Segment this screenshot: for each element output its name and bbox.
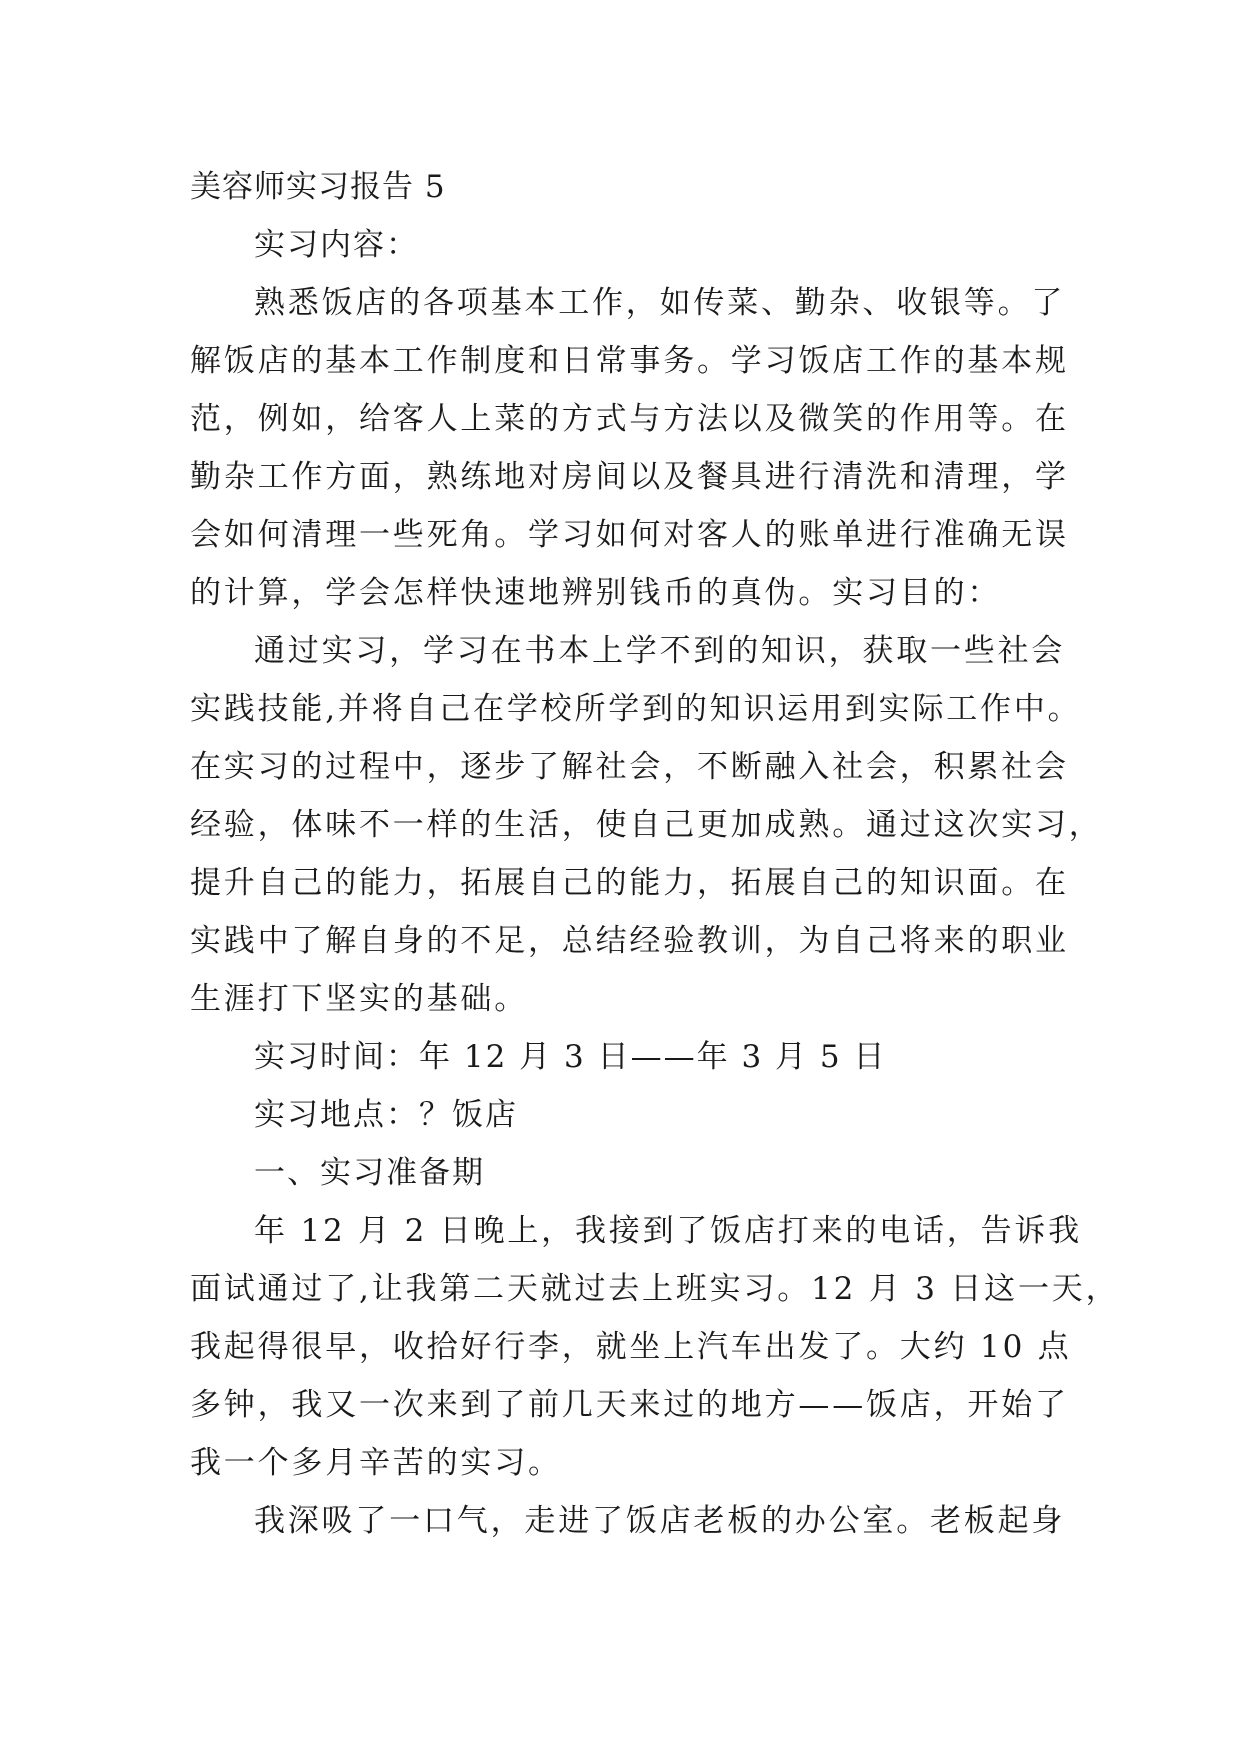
paragraph-line: 通过实习，学习在书本上学不到的知识，获取一些社会	[254, 633, 1066, 669]
paragraph-line: 实践中了解自身的不足，总结经验教训，为自己将来的职业	[190, 923, 1069, 959]
paragraph-line: 勤杂工作方面，熟练地对房间以及餐具进行清洗和清理，学	[190, 459, 1069, 495]
paragraph-line: 面试通过了,让我第二天就过去上班实习。12 月 3 日这一天，	[190, 1271, 1120, 1307]
paragraph-line: 我深吸了一口气，走进了饭店老板的办公室。老板起身	[254, 1503, 1066, 1539]
section-heading-preparation: 一、实习准备期	[254, 1155, 485, 1191]
paragraph-line: 生涯打下坚实的基础。	[190, 981, 528, 1017]
paragraph-line: 的计算，学会怎样快速地辨别钱币的真伪。实习目的：	[190, 575, 1002, 611]
paragraph-line: 提升自己的能力，拓展自己的能力，拓展自己的知识面。在	[190, 865, 1069, 901]
paragraph-line: 经验，体味不一样的生活，使自己更加成熟。通过这次实习，	[190, 807, 1103, 843]
paragraph-line: 解饭店的基本工作制度和日常事务。学习饭店工作的基本规	[190, 343, 1069, 379]
paragraph-line: 实践技能,并将自己在学校所学到的知识运用到实际工作中。	[190, 691, 1082, 727]
paragraph-line: 年 12 月 2 日晚上，我接到了饭店打来的电话，告诉我	[254, 1213, 1082, 1249]
internship-location: 实习地点：？饭店	[254, 1097, 518, 1133]
paragraph-line: 在实习的过程中，逐步了解社会，不断融入社会，积累社会	[190, 749, 1069, 785]
paragraph-line: 我起得很早，收拾好行李，就坐上汽车出发了。大约 10 点	[190, 1329, 1072, 1365]
internship-time: 实习时间：年 12 月 3 日——年 3 月 5 日	[254, 1039, 887, 1075]
paragraph-line: 会如何清理一些死角。学习如何对客人的账单进行准确无误	[190, 517, 1069, 553]
paragraph-line: 熟悉饭店的各项基本工作，如传菜、勤杂、收银等。了	[254, 285, 1066, 321]
paragraph-line: 范，例如，给客人上菜的方式与方法以及微笑的作用等。在	[190, 401, 1069, 437]
section-heading-content: 实习内容：	[254, 227, 419, 263]
paragraph-line: 我一个多月辛苦的实习。	[190, 1445, 562, 1481]
document-title: 美容师实习报告 5	[190, 169, 446, 205]
paragraph-line: 多钟，我又一次来到了前几天来过的地方——饭店，开始了	[190, 1387, 1069, 1423]
